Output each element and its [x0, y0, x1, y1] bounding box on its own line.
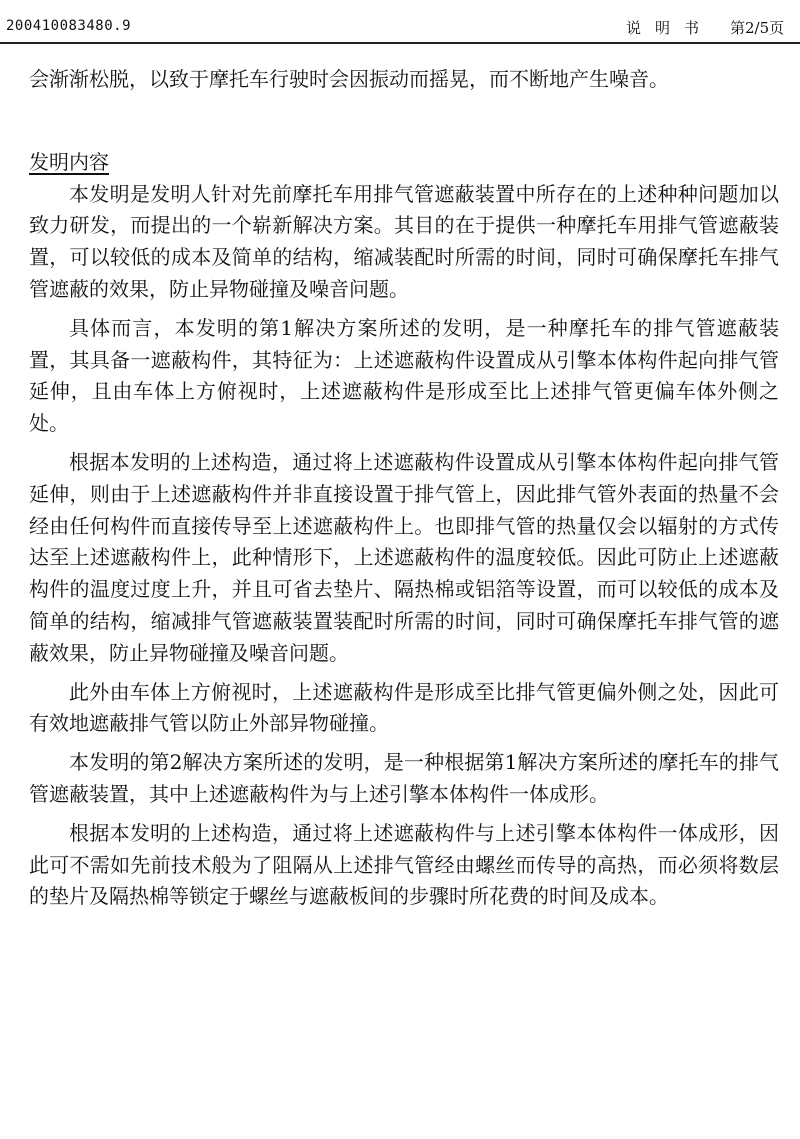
section-heading: 发明内容: [29, 149, 109, 174]
paragraph-6: 根据本发明的上述构造，通过将上述遮蔽构件与上述引擎本体构件一体成形，因此可不需如先前技术般为了阻隔从上述排气管经由螺丝而传导的高热，而必须将数层的垫片及隔热棉等锁定于螺丝与遮蔽板间的步骤时所花费的时间及成本。: [29, 820, 779, 909]
paragraph-5: 本发明的第2解决方案所述的发明，是一种根据第1解决方案所述的摩托车的排气管遮蔽装置，其中上述遮蔽构件为与上述引擎本体构件一体成形。: [29, 750, 779, 806]
paragraph-4: 此外由车体上方俯视时，上述遮蔽构件是形成至比排气管更偏外侧之处，因此可有效地遮蔽排气管以防止外部异物碰撞。: [29, 679, 779, 736]
section-heading-row: [29, 147, 779, 179]
header-divider: [0, 42, 800, 44]
paragraph-2: 具体而言，本发明的第1解决方案所述的发明，是一种摩托车的排气管遮蔽装置，其具备一遮蔽构件，其特征为：上述遮蔽构件设置成从引擎本体构件起向排气管延伸，且由车体上方俯视时，上述遮蔽构件是形成至比上述排气管更偏车体外侧之处。: [29, 315, 779, 436]
page-header: [0, 0, 800, 44]
document-type-label: 说明书: [626, 19, 714, 37]
page-indicator: 第2/5页: [730, 19, 785, 37]
document-body: [29, 64, 779, 913]
document-number: 200410083480.9: [6, 18, 132, 34]
paragraph-3: 根据本发明的上述构造，通过将上述遮蔽构件设置成从引擎本体构件起向排气管延伸，则由于上述遮蔽构件并非直接设置于排气管上，因此排气管外表面的热量不会经由任何构件而直接传导至上述遮蔽构件上。也即排气管的热量仅会以辐射的方式传达至上述遮蔽构件上，此种情形下，上述遮蔽构件的温度较低。因此可防止上述遮蔽构件的温度过度上升，并且可省去垫片、隔热棉或铝箔等设置，而可以较低的成本及简单的结构，缩减排气管遮蔽装置装配时所需的时间，同时可确保摩托车排气管的遮蔽效果，防止异物碰撞及噪音问题。: [29, 449, 779, 665]
continuation-line: 会渐渐松脱，以致于摩托车行驶时会因振动而摇晃，而不断地产生噪音。: [29, 67, 669, 91]
paragraph-1: 本发明是发明人针对先前摩托车用排气管遮蔽装置中所存在的上述种种问题加以致力研发，而提出的一个崭新解决方案。其目的在于提供一种摩托车用排气管遮蔽装置，可以较低的成本及简单的结构，缩减装配时所需的时间，同时可确保摩托车排气管遮蔽的效果，防止异物碰撞及噪音问题。: [29, 181, 779, 301]
